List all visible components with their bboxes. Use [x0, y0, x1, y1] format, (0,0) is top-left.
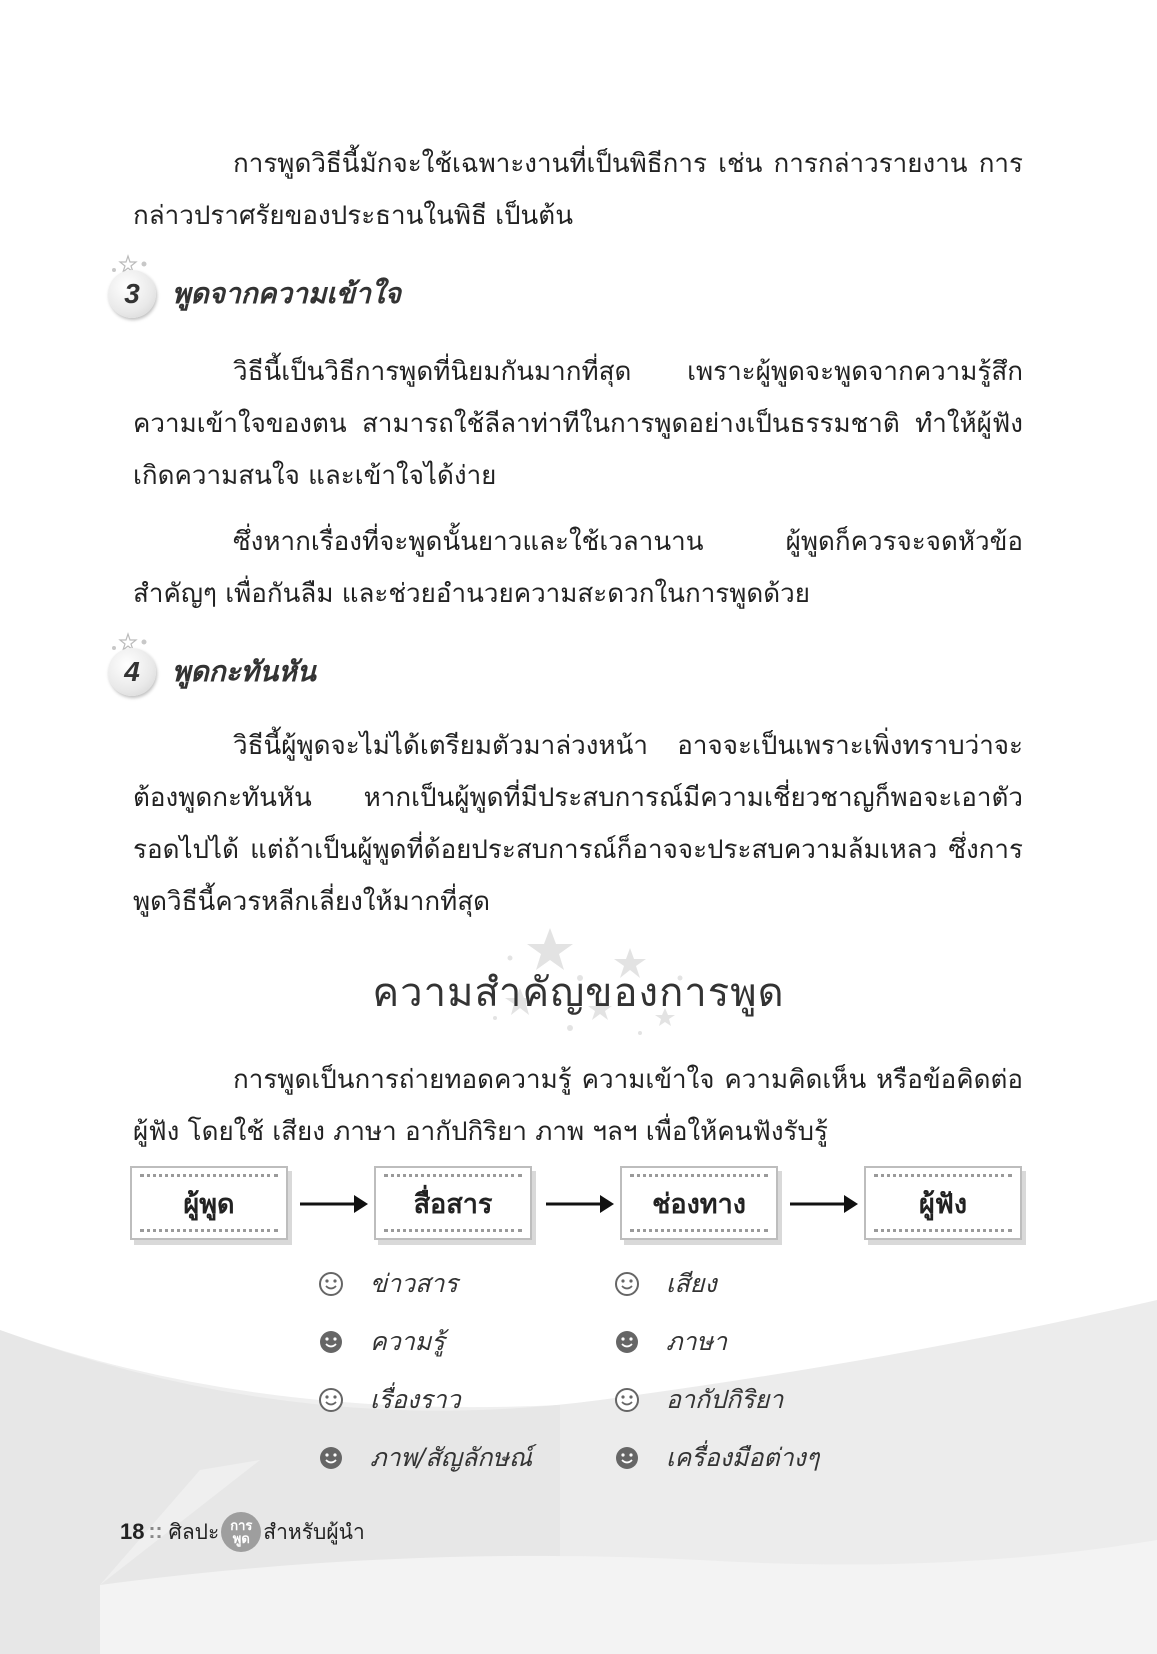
list-item: ภาษา [614, 1322, 727, 1362]
bubble-line-2: พูด [232, 1531, 250, 1546]
heading-title: พูดจากความเข้าใจ [172, 277, 401, 310]
heading-speak-from-understanding [108, 266, 401, 322]
paragraph-importance-of-speech: การพูดเป็นการถ่ายทอดความรู้ ความเข้าใจ ความคิดเห็น หรือข้อคิดต่อผู้ฟัง โดยใช้ เสียง ภาษา อากัปกิริยา ภาพ ฯลฯ เพื่อให้คนฟังรับรู้ [133, 1065, 1023, 1147]
list-item: เครื่องมือต่างๆ [614, 1438, 819, 1478]
flow-box-listener: ผู้ฟัง [864, 1166, 1022, 1240]
flow-box-channel: ช่องทาง [620, 1166, 778, 1240]
footer-separator: :: [148, 1520, 163, 1543]
list-item: เรื่องราว [318, 1380, 461, 1420]
smiley-outline-icon [318, 1271, 344, 1297]
smiley-outline-icon [614, 1271, 640, 1297]
smiley-outline-icon [318, 1387, 344, 1413]
arrow-right-icon [788, 1192, 860, 1216]
smiley-filled-icon [614, 1329, 640, 1355]
paragraph-understanding-method: วิธีนี้เป็นวิธีการพูดที่นิยมกันมากที่สุด เพราะผู้พูดจะพูดจากความรู้สึก ความเข้าใจของตน สามารถใช้ลีลาท่าทีในการพูดอย่างเป็นธรรมชาติ ทำให้ผู้ฟังเกิดความสนใจ และเข้าใจได้ง่าย [133, 357, 1023, 491]
bubble-line-1: การ [230, 1518, 253, 1533]
speech-bubble-logo [221, 1512, 261, 1552]
smiley-filled-icon [614, 1445, 640, 1471]
page-number: 18 [120, 1519, 145, 1544]
page-footer [120, 1510, 365, 1554]
paragraph-long-speech-notes: ซึ่งหากเรื่องที่จะพูดนั้นยาวและใช้เวลานาน ผู้พูดก็ควรจะจดหัวข้อสำคัญๆ เพื่อกันลืม และช่วยอำนวยความสะดวกในการพูดด้วย [133, 527, 1023, 609]
list-item: ข่าวสาร [318, 1264, 458, 1304]
book-title-part2: สำหรับผู้นำ [263, 1520, 365, 1544]
arrow-right-icon [298, 1192, 370, 1216]
smiley-outline-icon [614, 1387, 640, 1413]
list-item: ภาพ/สัญลักษณ์ [318, 1438, 532, 1478]
heading-title: พูดกะทันหัน [172, 655, 316, 688]
heading-impromptu-speech [108, 644, 316, 700]
book-title-part1: ศิลปะ [168, 1520, 220, 1544]
section-title: ความสำคัญของการพูด [372, 970, 785, 1016]
heading-number-badge: 4 [108, 648, 156, 696]
smiley-filled-icon [318, 1445, 344, 1471]
flow-box-speaker: ผู้พูด [130, 1166, 288, 1240]
list-item: อากัปกิริยา [614, 1380, 783, 1420]
flow-box-message: สื่อสาร [374, 1166, 532, 1240]
paragraph-impromptu-method: วิธีนี้ผู้พูดจะไม่ได้เตรียมตัวมาล่วงหน้า อาจจะเป็นเพราะเพิ่งทราบว่าจะต้องพูดกะทันหัน หากเป็นผู้พูดที่มีประสบการณ์มีความเชี่ยวชาญก็พอจะเอาตัวรอดไปได้ แต่ถ้าเป็นผู้พูดที่ด้อยประสบการณ์ก็อาจจะประสบความล้มเหลว ซึ่งการพูดวิธีนี้ควรหลีกเลี่ยงให้มากที่สุด [133, 731, 1023, 917]
arrow-right-icon [544, 1192, 616, 1216]
list-item: เสียง [614, 1264, 717, 1304]
smiley-filled-icon [318, 1329, 344, 1355]
heading-number-badge: 3 [108, 270, 156, 318]
paragraph-formal-speech: การพูดวิธีนี้มักจะใช้เฉพาะงานที่เป็นพิธีการ เช่น การกล่าวรายงาน การกล่าวปราศรัยของประธานในพิธี เป็นต้น [133, 149, 1023, 231]
list-item: ความรู้ [318, 1322, 445, 1362]
